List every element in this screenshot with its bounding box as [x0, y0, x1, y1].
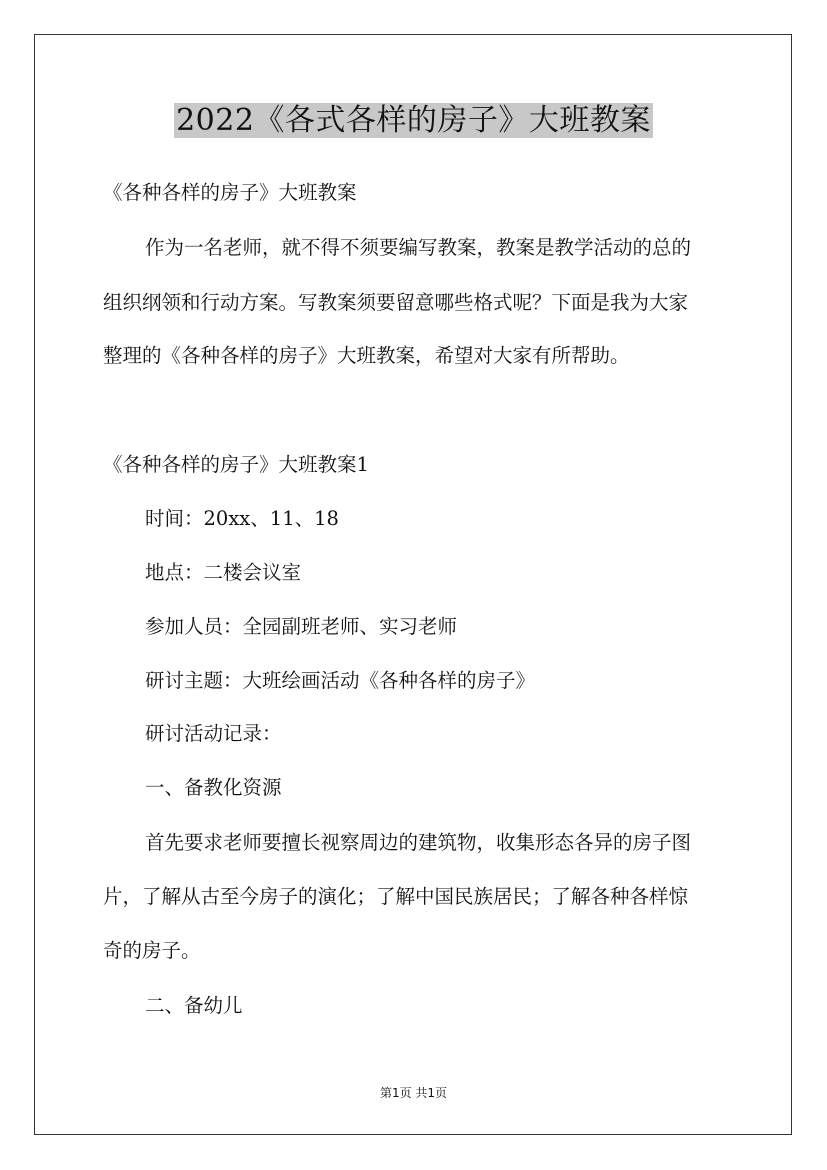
part1-heading: 一、备教化资源	[145, 776, 282, 799]
meta-place: 地点：二楼会议室	[145, 561, 302, 584]
meta-time: 时间：20xx、11、18	[145, 507, 339, 530]
document-title	[0, 100, 827, 142]
meta-topic: 研讨主题：大班绘画活动《各种各样的房子》	[145, 669, 536, 692]
part1-line-2: 片，了解从古至今房子的演化；了解中国民族居民；了解各种各样惊	[103, 885, 689, 908]
part2-heading: 二、备幼儿	[145, 994, 243, 1017]
meta-participants: 参加人员：全园副班老师、实习老师	[145, 615, 458, 638]
intro-line-3: 整理的《各种各样的房子》大班教案，希望对大家有所帮助。	[103, 344, 630, 367]
section-title: 《各种各样的房子》大班教案1	[103, 453, 369, 476]
part1-line-1: 首先要求老师要擅长视察周边的建筑物，收集形态各异的房子图	[145, 831, 692, 854]
part1-line-3: 奇的房子。	[103, 939, 201, 962]
page-footer: 第1页 共1页	[379, 1086, 448, 1100]
meta-record-label: 研讨活动记录：	[145, 722, 282, 745]
intro-line-1: 作为一名老师，就不得不须要编写教案，教案是教学活动的总的	[145, 236, 692, 259]
intro-line-2: 组织纲领和行动方案。写教案须要留意哪些格式呢？下面是我为大家	[103, 291, 689, 314]
document-subtitle: 《各种各样的房子》大班教案	[103, 181, 357, 204]
document-title-text: 2022《各式各样的房子》大班教案	[176, 103, 651, 138]
